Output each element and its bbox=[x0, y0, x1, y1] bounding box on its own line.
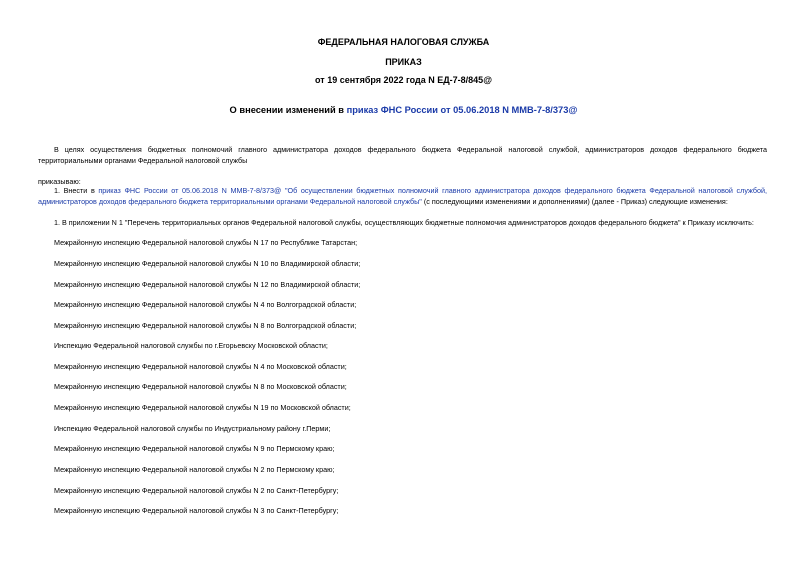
clause-1-suffix: (с последующими изменениями и дополнениями) (далее - Приказ) следующие изменения: bbox=[421, 196, 728, 206]
list-item: Межрайонную инспекцию Федеральной налоговой службы N 4 по Московской области; bbox=[54, 362, 347, 371]
doc-type: ПРИКАЗ bbox=[385, 57, 422, 67]
subject-prefix: О внесении изменений в bbox=[229, 105, 347, 115]
list-item: Межрайонную инспекцию Федеральной налоговой службы N 8 по Московской области; bbox=[54, 382, 347, 391]
order-word: приказываю: bbox=[38, 177, 81, 186]
list-item: Межрайонную инспекцию Федеральной налоговой службы N 19 по Московской области; bbox=[54, 403, 351, 412]
preamble-paragraph: В целях осуществления бюджетных полномочий главного администратора доходов федерального бюджета Федеральной налоговой службой, администраторов доходов федерального бюджета территориальными органами Федеральной налоговой службы bbox=[38, 145, 767, 165]
subclause-1: 1. В приложении N 1 "Перечень территориальных органов Федеральной налоговой службы, осуществляющих бюджетные полномочия администраторов доходов федерального бюджета" к Приказу исключить: bbox=[54, 218, 754, 227]
list-item: Межрайонную инспекцию Федеральной налоговой службы N 10 по Владимирской области; bbox=[54, 259, 361, 268]
clause-1 bbox=[38, 186, 767, 207]
list-item: Межрайонную инспекцию Федеральной налоговой службы N 8 по Волгоградской области; bbox=[54, 321, 357, 330]
doc-date-number: от 19 сентября 2022 года N ЕД-7-8/845@ bbox=[315, 75, 492, 85]
agency-name: ФЕДЕРАЛЬНАЯ НАЛОГОВАЯ СЛУЖБА bbox=[317, 37, 490, 47]
list-item: Межрайонную инспекцию Федеральной налоговой службы N 12 по Владимирской области; bbox=[54, 280, 361, 289]
list-item: Инспекцию Федеральной налоговой службы по Индустриальному району г.Перми; bbox=[54, 424, 331, 433]
list-item: Межрайонную инспекцию Федеральной налоговой службы N 2 по Пермскому краю; bbox=[54, 465, 335, 474]
list-item: Межрайонную инспекцию Федеральной налоговой службы N 4 по Волгоградской области; bbox=[54, 300, 357, 309]
list-item: Инспекцию Федеральной налоговой службы по г.Егорьевску Московской области; bbox=[54, 341, 328, 350]
clause-1-link[interactable]: приказ ФНС России от 05.06.2018 N ММВ-7-8/373@ "Об осуществлении бюджетных полномочий главного администратора доходов федерального бюджета Федеральной налоговой службой, администраторов доходов федерального бюджета территориальными органами Федеральной налоговой службы" bbox=[38, 186, 768, 206]
clause-1-prefix: 1. Внести в bbox=[54, 186, 99, 195]
list-item: Межрайонную инспекцию Федеральной налоговой службы N 2 по Санкт-Петербургу; bbox=[54, 486, 339, 495]
subject-link[interactable]: приказ ФНС России от 05.06.2018 N ММВ-7-8/373@ bbox=[346, 105, 578, 115]
list-item: Межрайонную инспекцию Федеральной налоговой службы N 17 по Республике Татарстан; bbox=[54, 238, 358, 247]
list-item: Межрайонную инспекцию Федеральной налоговой службы N 3 по Санкт-Петербургу; bbox=[54, 506, 339, 515]
doc-subject bbox=[0, 104, 807, 116]
list-item: Межрайонную инспекцию Федеральной налоговой службы N 9 по Пермскому краю; bbox=[54, 444, 335, 453]
